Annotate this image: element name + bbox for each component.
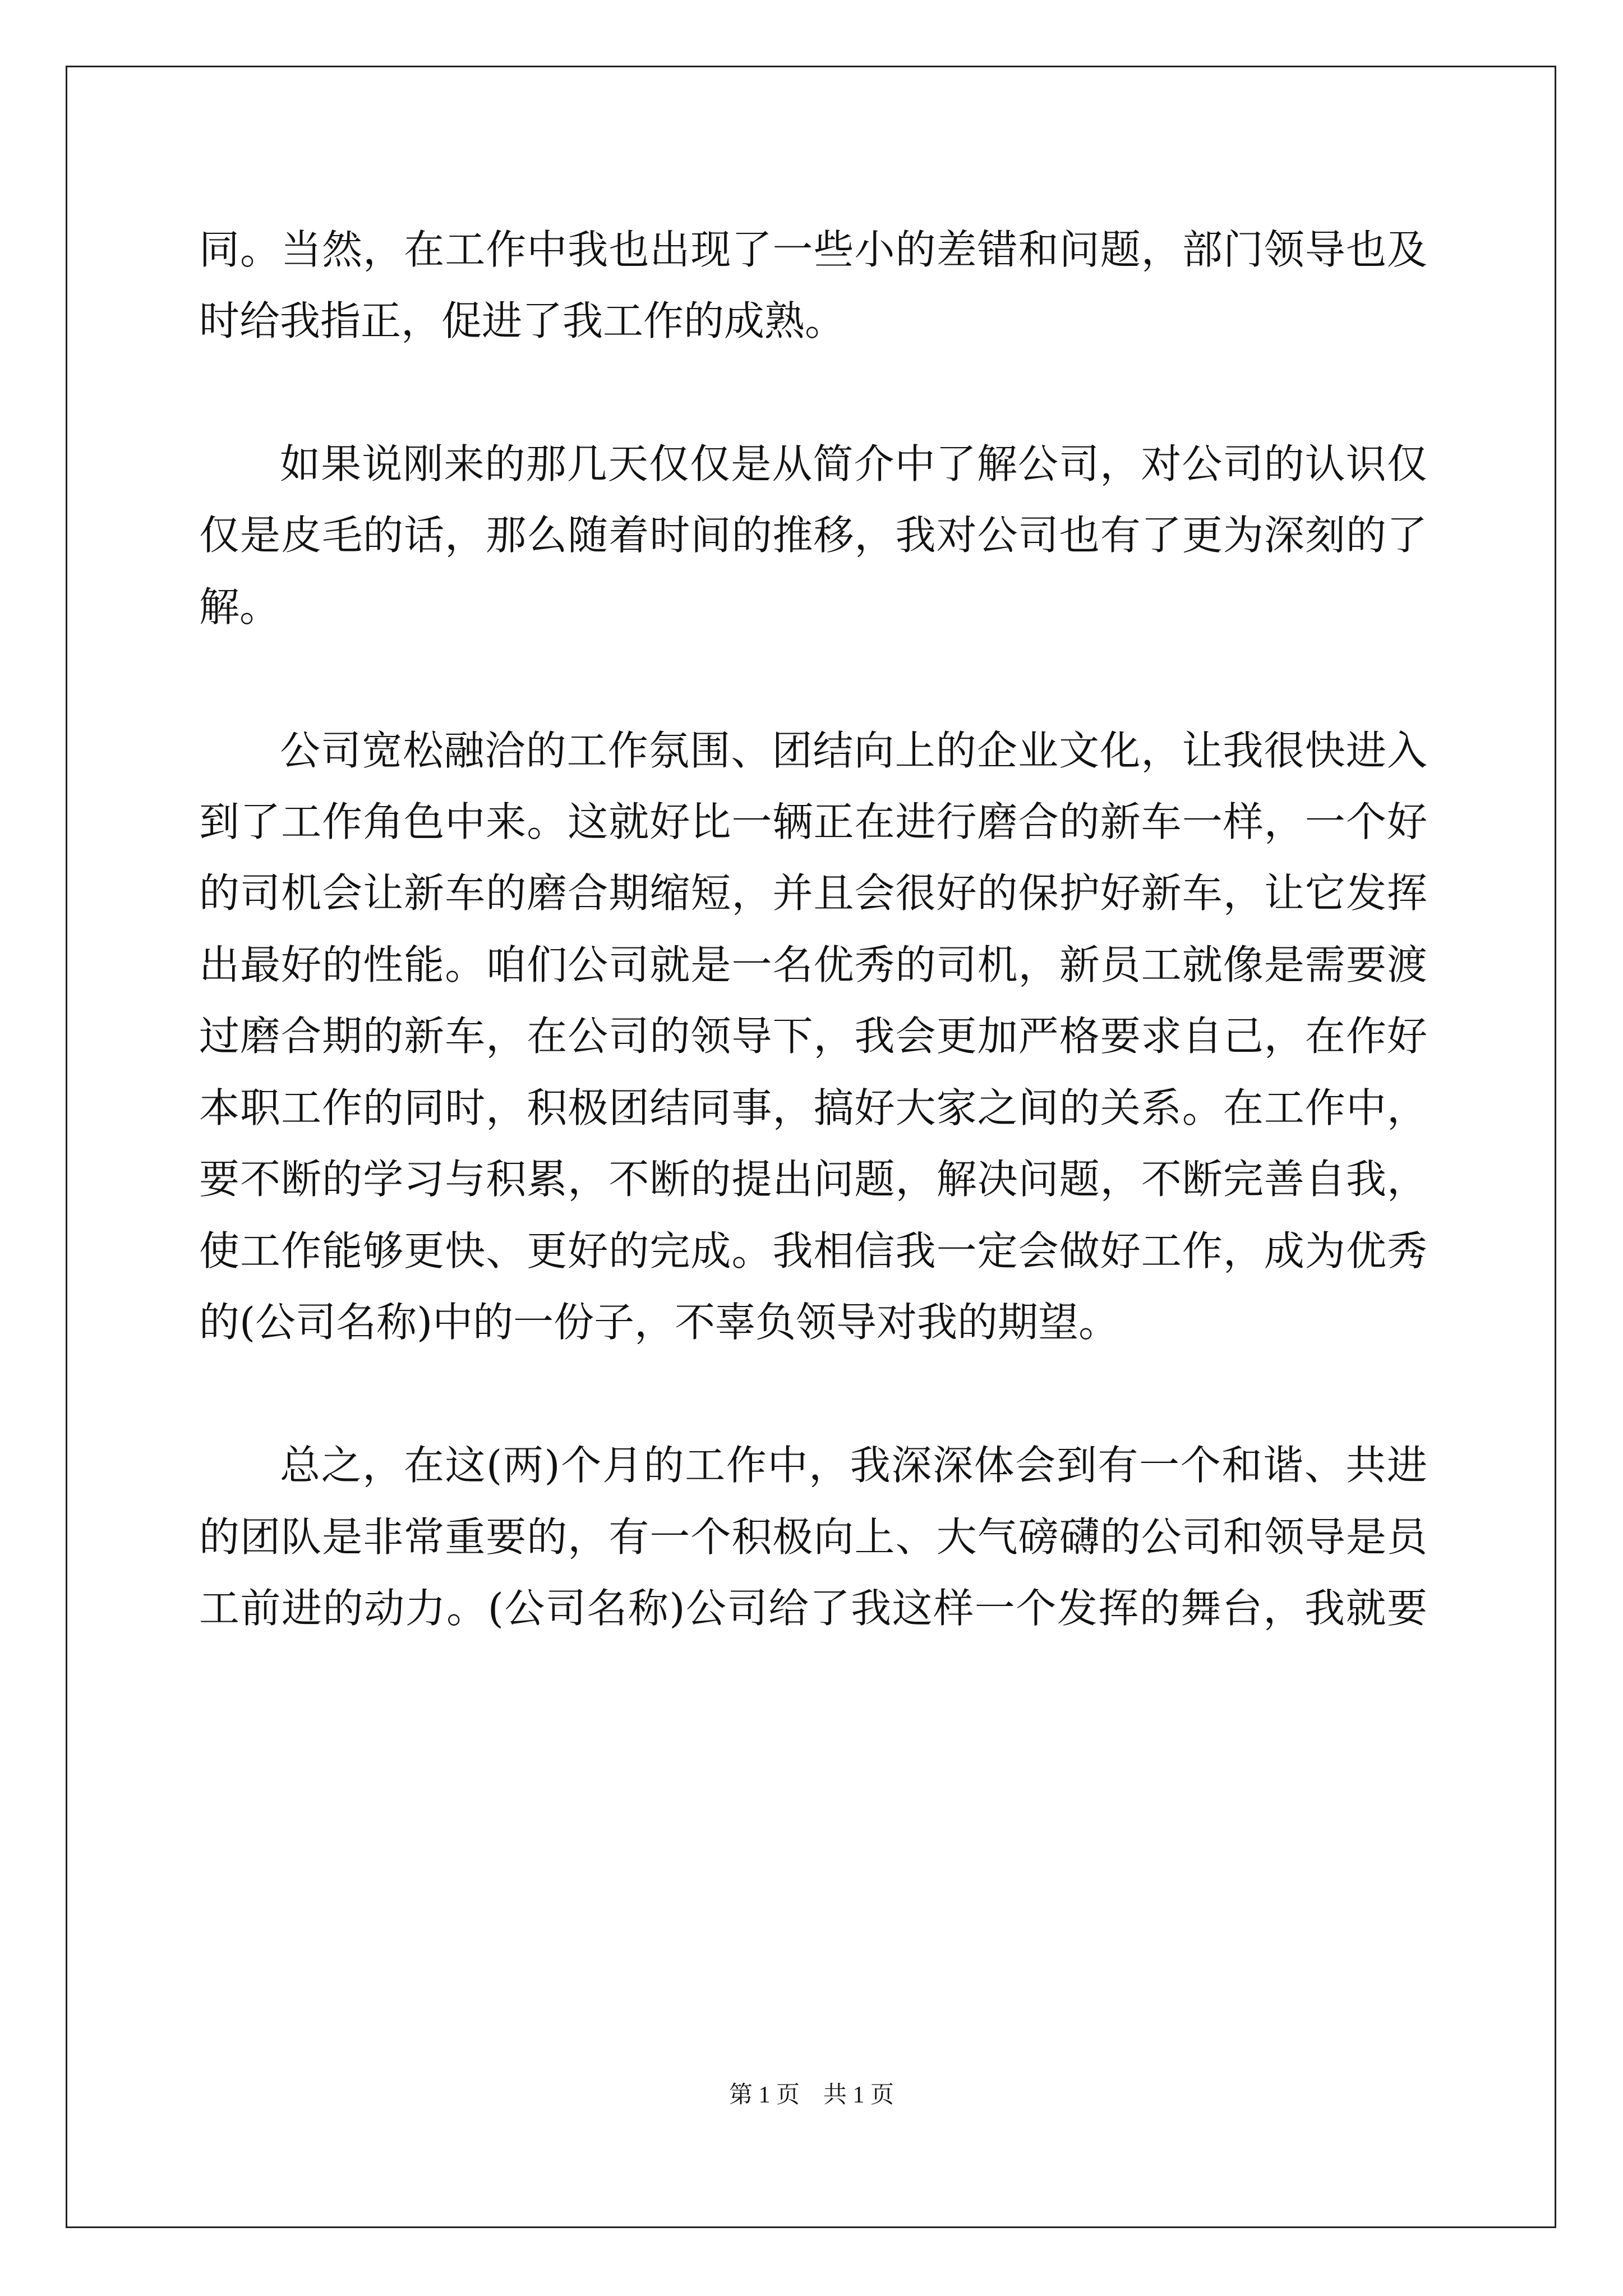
- paragraph-first-line: 如果说刚来的那几天仅仅是从简介中了解公司，对公司的认识仅: [280, 440, 1427, 487]
- page-number-footer: 第 1 页 共 1 页: [728, 2082, 894, 2108]
- paragraph-first-line: 公司宽松融洽的工作氛围、团结向上的企业文化，让我很快进入: [280, 727, 1427, 774]
- text-line: 使工作能够更快、更好的完成。我相信我一定会做好工作，成为优秀: [199, 1227, 1427, 1274]
- text-line: 工前进的动力。(公司名称)公司给了我这样一个发挥的舞台，我就要: [199, 1585, 1427, 1632]
- text-line: 本职工作的同时，积极团结同事，搞好大家之间的关系。在工作中，: [199, 1084, 1427, 1131]
- text-line: 出最好的性能。咱们公司就是一名优秀的司机，新员工就像是需要渡: [199, 941, 1427, 988]
- text-line: 的(公司名称)中的一份子，不辜负领导对我的期望。: [199, 1299, 1119, 1346]
- text-line: 同。当然，在工作中我也出现了一些小的差错和问题，部门领导也及: [199, 226, 1427, 273]
- paragraph-first-line: 总之，在这(两)个月的工作中，我深深体会到有一个和谐、共进: [280, 1442, 1427, 1489]
- text-line: 仅是皮毛的话，那么随着时间的推移，我对公司也有了更为深刻的了: [199, 512, 1427, 559]
- page-border: [66, 66, 1556, 2228]
- text-line: 的司机会让新车的磨合期缩短，并且会很好的保护好新车，让它发挥: [199, 869, 1427, 917]
- text-line: 的团队是非常重要的，有一个积极向上、大气磅礴的公司和领导是员: [199, 1513, 1427, 1561]
- text-line: 要不断的学习与积累，不断的提出问题，解决问题，不断完善自我，: [199, 1156, 1427, 1203]
- text-line: 过磨合期的新车，在公司的领导下，我会更加严格要求自己，在作好: [199, 1013, 1427, 1060]
- text-line: 时给我指正，促进了我工作的成熟。: [199, 297, 846, 344]
- text-line: 到了工作角色中来。这就好比一辆正在进行磨合的新车一样，一个好: [199, 798, 1427, 845]
- text-line: 解。: [199, 583, 280, 631]
